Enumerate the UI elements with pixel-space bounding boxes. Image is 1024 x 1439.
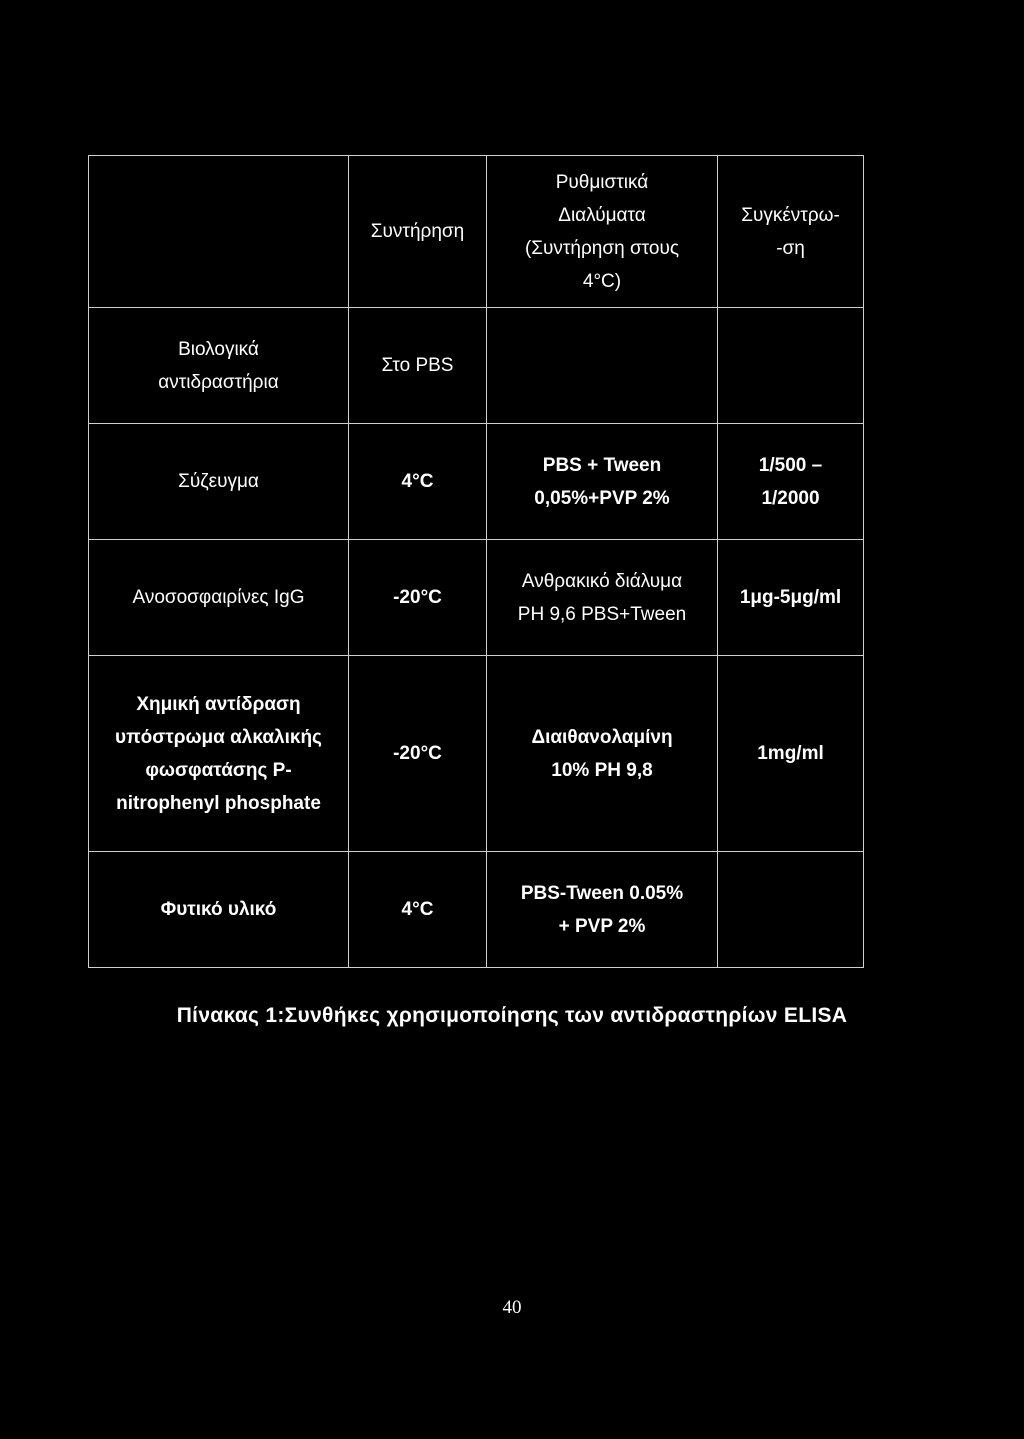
table-cell: 1/500 – 1/2000 [718, 424, 864, 540]
header-cell-storage: Συντήρηση [349, 156, 487, 308]
table-cell [718, 308, 864, 424]
table-cell: Χημική αντίδραση υπόστρωμα αλκαλικής φωσφατάσης P- nitrophenyl phosphate [89, 656, 349, 852]
table-row [89, 424, 864, 540]
header-cell-empty [89, 156, 349, 308]
table-cell: 1mg/ml [718, 656, 864, 852]
header-cell-concentration: Συγκέντρω- -ση [718, 156, 864, 308]
table-cell: 1μg-5μg/ml [718, 540, 864, 656]
page-number: 40 [502, 1297, 522, 1318]
table-row [89, 656, 864, 852]
reagent-table-container [88, 155, 863, 968]
table-cell: Φυτικό υλικό [89, 852, 349, 968]
table-row [89, 852, 864, 968]
table-cell: PBS + Tween 0,05%+PVP 2% [487, 424, 718, 540]
table-cell: -20°C [349, 656, 487, 852]
table-cell: Βιολογικά αντιδραστήρια [89, 308, 349, 424]
reagent-conditions-table [88, 155, 864, 968]
table-row [89, 540, 864, 656]
header-cell-buffers: Ρυθμιστικά Διαλύματα (Συντήρηση στους 4°C) [487, 156, 718, 308]
table-cell: Διαιθανολαμίνη 10% PH 9,8 [487, 656, 718, 852]
table-cell [487, 308, 718, 424]
table-cell: 4°C [349, 852, 487, 968]
table-cell: -20°C [349, 540, 487, 656]
table-caption: Πίνακας 1:Συνθήκες χρησιμοποίησης των αντιδραστηρίων ELISA [176, 1004, 848, 1027]
table-cell [718, 852, 864, 968]
table-row [89, 308, 864, 424]
table-cell: PBS-Tween 0.05% + PVP 2% [487, 852, 718, 968]
table-cell: Σύζευγμα [89, 424, 349, 540]
table-header-row [89, 156, 864, 308]
table-cell: Ανθρακικό διάλυμα PH 9,6 PBS+Tween [487, 540, 718, 656]
table-cell: 4°C [349, 424, 487, 540]
table-cell: Ανοσοσφαιρίνες IgG [89, 540, 349, 656]
table-cell: Στο PBS [349, 308, 487, 424]
